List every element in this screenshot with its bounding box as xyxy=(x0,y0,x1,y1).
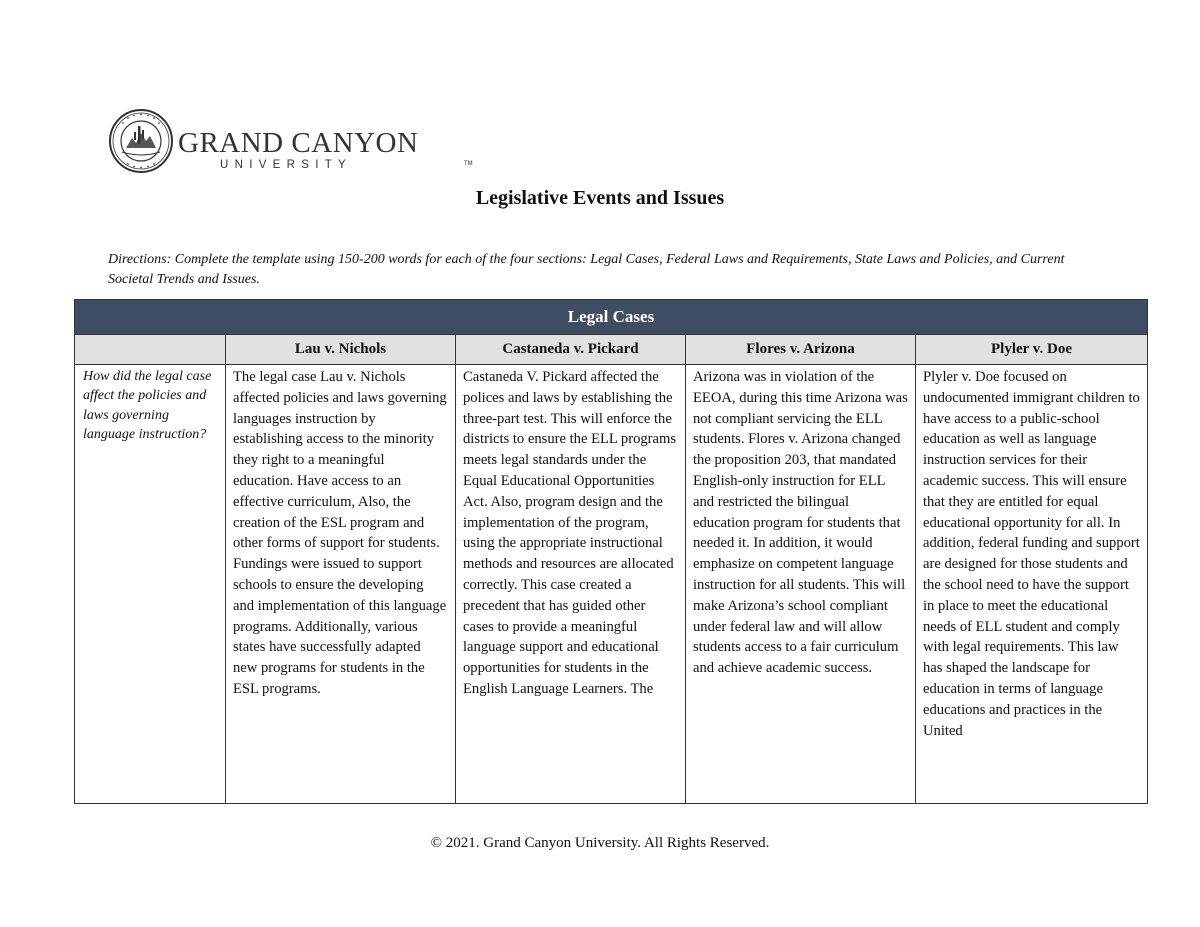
section-header-legal-cases: Legal Cases xyxy=(75,300,1148,335)
page-title: Legislative Events and Issues xyxy=(475,187,725,209)
column-header-blank xyxy=(75,335,226,365)
cell-text: The legal case Lau v. Nichols affected policies and laws governing languages instruction by establishing access to the minority they right to a meaningful education. Have access to an effective curriculum, Also, the creation of the ESL program and other forms of support for students. Fundings were issued to support schools to ensure the developing and implementation of this language programs. Additionally, various states have successfully adapted new programs for students in the ESL programs. xyxy=(233,369,447,697)
table-column-header-row xyxy=(75,335,1148,365)
university-logo xyxy=(108,108,473,174)
cell-plyler-v-doe xyxy=(916,365,1148,804)
table-section-header-row xyxy=(75,300,1148,335)
row-question-text: How did the legal case affect the policies and laws governing language instruction? xyxy=(83,369,212,442)
cell-flores-v-arizona xyxy=(686,365,916,804)
column-header-plyler-v-doe: Plyler v. Doe xyxy=(916,335,1148,365)
column-header-flores-v-arizona: Flores v. Arizona xyxy=(686,335,916,365)
copyright-footer: © 2021. Grand Canyon University. All Rights Reserved. xyxy=(430,835,770,851)
table-row xyxy=(75,365,1148,804)
logo-wordmark: GRAND CANYON xyxy=(178,127,419,159)
column-header-castaneda-v-pickard: Castaneda v. Pickard xyxy=(456,335,686,365)
cell-text: Arizona was in violation of the EEOA, during this time Arizona was not compliant servicing the ELL students. Flores v. Arizona changed the proposition 203, that mandated English-only instruction for ELL and restricted the bilingual education program for students that needed it. In addition, it would emphasize on competent language instruction for all students. This will make Arizona’s school compliant under federal law and will allow students access to a fair curriculum and achieve academic success. xyxy=(693,369,908,677)
legal-cases-table xyxy=(74,299,1148,804)
column-header-lau-v-nichols: Lau v. Nichols xyxy=(226,335,456,365)
logo-trademark: TM xyxy=(464,161,473,167)
cell-lau-v-nichols xyxy=(226,365,456,804)
cell-text: Plyler v. Doe focused on undocumented immigrant children to have access to a public-school education as well as language instruction services for their academic success. This will ensure that they are entitled for equal educational opportunity for all. In addition, federal funding and support are designed for those students and the school need to have the support in place to meet the educational needs of ELL student and comply with legal requirements. This law has shaped the landscape for education in terms of language educations and practices in the United xyxy=(923,369,1140,739)
logo-subtitle: UNIVERSITY xyxy=(220,159,353,171)
cell-castaneda-v-pickard xyxy=(456,365,686,804)
directions-text: Directions: Complete the template using 150-200 words for each of the four sections: Legal Cases, Federal Laws and Requirements, State Laws and Policies, and Current Societal Trends and Issues. xyxy=(108,252,1065,287)
row-question xyxy=(75,365,226,804)
cell-text: Castaneda V. Pickard affected the polices and laws by establishing the three-part test. This will enforce the districts to ensure the ELL programs meets legal standards under the Equal Educational Opportunities Act. Also, program design and the implementation of the program, using the appropriate instructional methods and resources are allocated correctly. This case created a precedent that has guided other cases to provide a meaningful language support and educational opportunities for students in the English Language Learners. The xyxy=(463,369,677,697)
university-seal-icon xyxy=(108,108,174,174)
